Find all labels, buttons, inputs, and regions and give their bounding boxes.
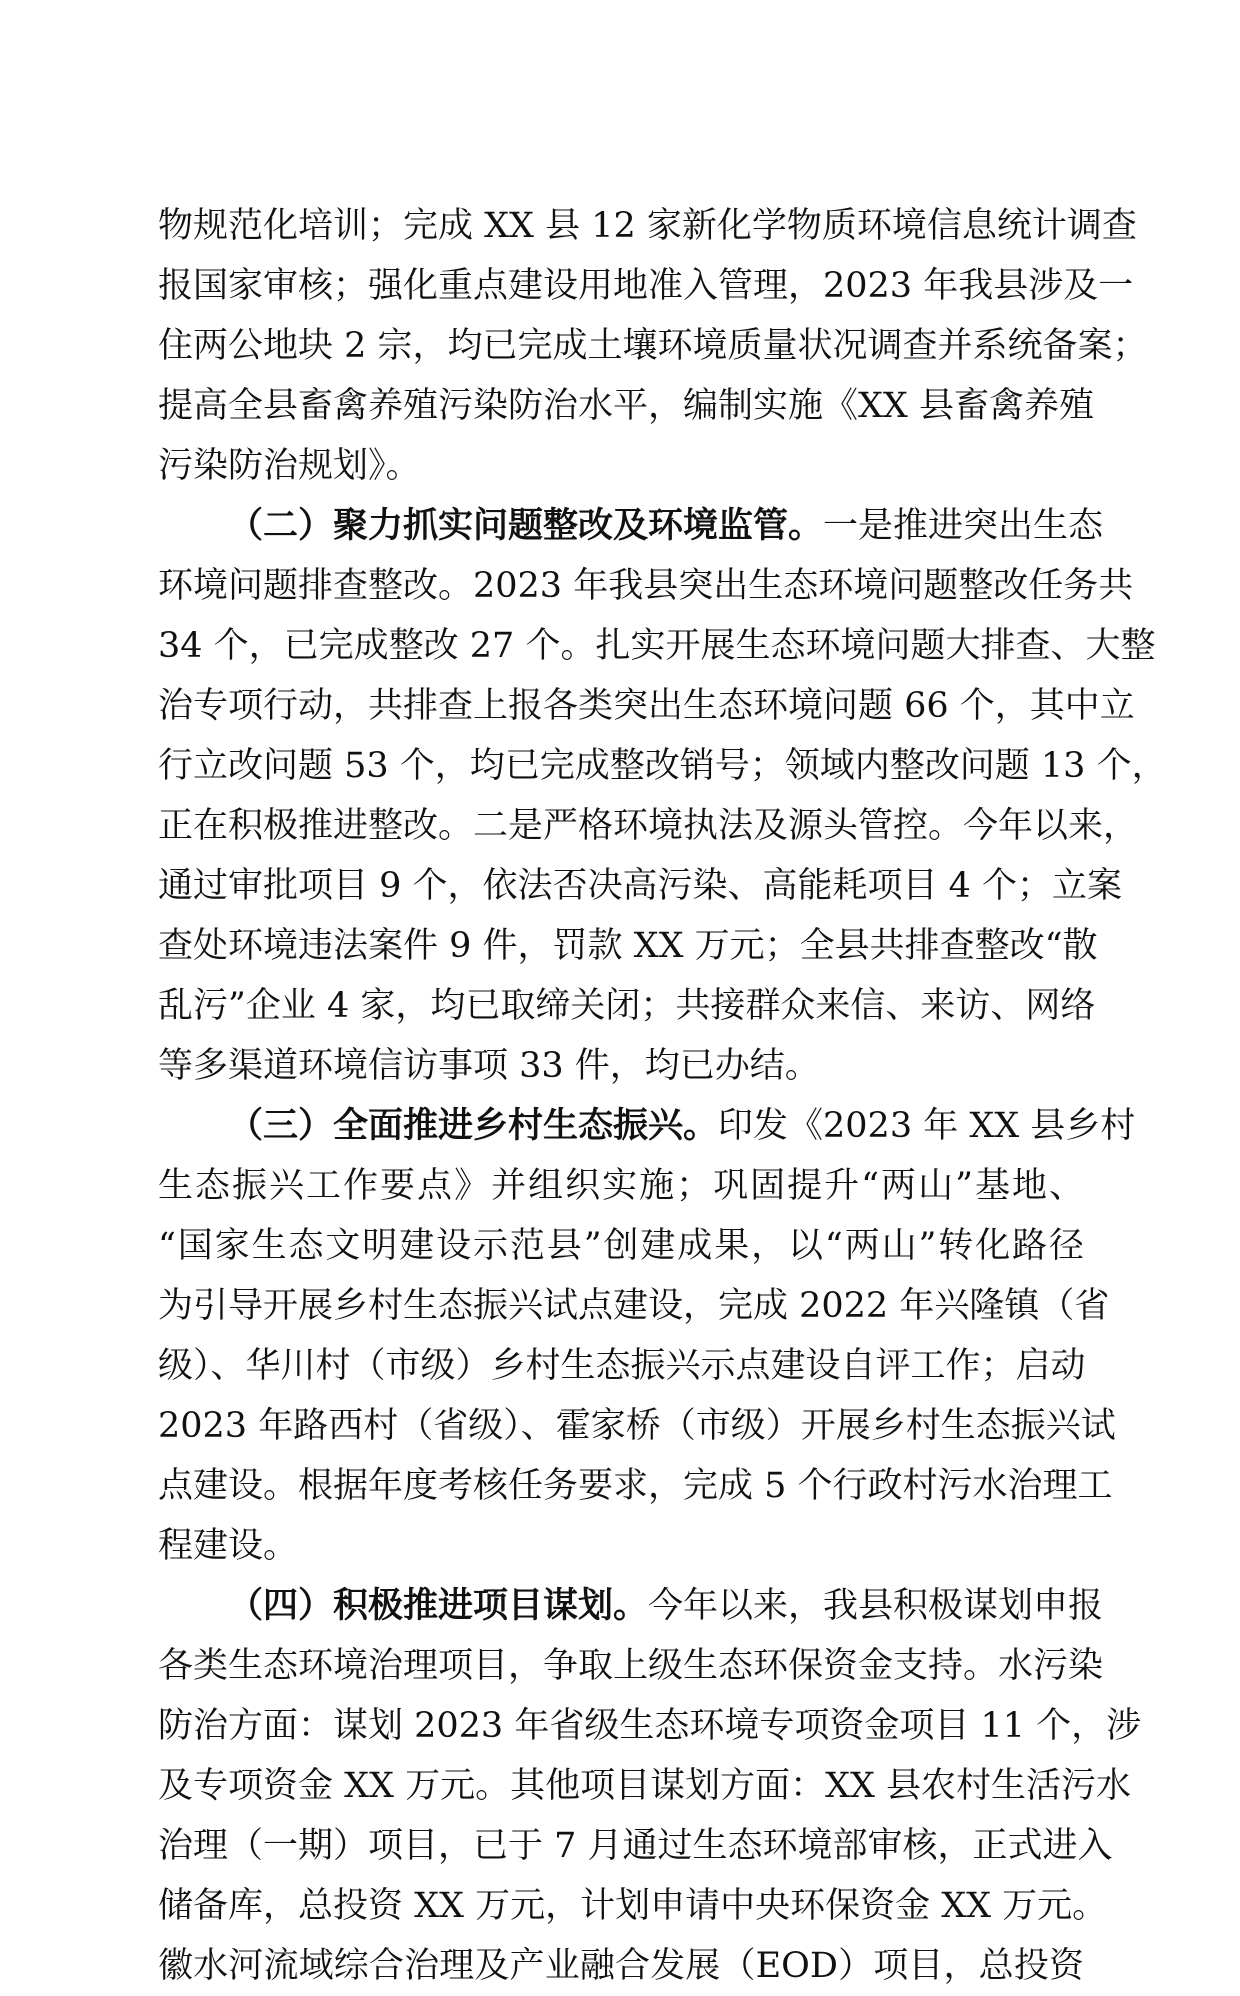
paragraph-rectification-supervision bbox=[158, 496, 1167, 1096]
text-line: 物规范化培训；完成 XX 县 12 家新化学物质环境信息统计调查 bbox=[158, 206, 1137, 246]
text-line: 各类生态环境治理项目，争取上级生态环保资金支持。水污染 bbox=[158, 1646, 1104, 1686]
paragraph-project-planning bbox=[158, 1576, 1142, 1996]
text-line: 报国家审核；强化重点建设用地准入管理，2023 年我县涉及一 bbox=[158, 266, 1134, 306]
paragraph-chemical-management bbox=[158, 196, 1148, 496]
text-line: 34 个，已完成整改 27 个。扎实开展生态环境问题大排查、大整 bbox=[158, 626, 1156, 666]
text-line: 正在积极推进整改。二是严格环境执法及源头管控。今年以来， bbox=[158, 806, 1139, 846]
section-heading: （三）全面推进乡村生态振兴。 bbox=[228, 1105, 719, 1146]
text-run: 一是推进突出生态 bbox=[823, 506, 1104, 546]
text-run: 印发《2023 年 XX 县乡村 bbox=[718, 1106, 1136, 1146]
text-line: 等多渠道环境信访事项 33 件，均已办结。 bbox=[158, 1046, 820, 1086]
paragraph-rural-ecology bbox=[158, 1096, 1136, 1576]
text-line: 环境问题排查整改。2023 年我县突出生态环境问题整改任务共 bbox=[158, 566, 1134, 606]
text-line: 污染防治规划》。 bbox=[158, 446, 421, 486]
text-line: 乱污”企业 4 家，均已取缔关闭；共接群众来信、来访、网络 bbox=[158, 986, 1096, 1026]
document-page bbox=[158, 196, 1167, 1996]
text-line: 级）、华川村（市级）乡村生态振兴示点建设自评工作；启动 bbox=[158, 1346, 1086, 1386]
text-line: 提高全县畜禽养殖污染防治水平，编制实施《XX 县畜禽养殖 bbox=[158, 386, 1094, 426]
text-line: 治理（一期）项目，已于 7 月通过生态环境部审核，正式进入 bbox=[158, 1826, 1113, 1866]
paragraph-first-line bbox=[158, 1096, 1136, 1156]
text-line: 2023 年路西村（省级）、霍家桥（市级）开展乡村生态振兴试 bbox=[158, 1406, 1116, 1446]
text-line: 程建设。 bbox=[158, 1526, 299, 1566]
text-line: 储备库，总投资 XX 万元，计划申请中央环保资金 XX 万元。 bbox=[158, 1886, 1108, 1926]
text-line: 防治方面：谋划 2023 年省级生态环境专项资金项目 11 个，涉 bbox=[158, 1706, 1142, 1746]
text-line: 行立改问题 53 个，均已完成整改销号；领域内整改问题 13 个， bbox=[158, 746, 1167, 786]
paragraph-first-line bbox=[158, 1576, 1104, 1636]
text-line: 点建设。根据年度考核任务要求，完成 5 个行政村污水治理工 bbox=[158, 1466, 1113, 1506]
text-line: 住两公地块 2 宗，均已完成土壤环境质量状况调查并系统备案； bbox=[158, 326, 1148, 366]
section-heading: （四）积极推进项目谋划。 bbox=[228, 1585, 649, 1626]
paragraph-first-line bbox=[158, 496, 1104, 556]
text-run: 今年以来，我县积极谋划申报 bbox=[648, 1586, 1104, 1626]
text-line: “国家生态文明建设示范县”创建成果，以“两山”转化路径 bbox=[158, 1226, 1084, 1266]
text-line: 生态振兴工作要点》并组织实施；巩固提升“两山”基地、 bbox=[158, 1166, 1084, 1206]
text-line: 通过审批项目 9 个，依法否决高污染、高能耗项目 4 个；立案 bbox=[158, 866, 1123, 906]
text-line: 徽水河流域综合治理及产业融合发展（EOD）项目，总投资 bbox=[158, 1946, 1084, 1986]
section-heading: （二）聚力抓实问题整改及环境监管。 bbox=[228, 505, 824, 546]
text-line: 为引导开展乡村生态振兴试点建设，完成 2022 年兴隆镇（省 bbox=[158, 1286, 1110, 1326]
text-line: 治专项行动，共排查上报各类突出生态环境问题 66 个，其中立 bbox=[158, 686, 1135, 726]
text-line: 查处环境违法案件 9 件，罚款 XX 万元；全县共排查整改“散 bbox=[158, 926, 1098, 966]
text-line: 及专项资金 XX 万元。其他项目谋划方面：XX 县农村生活污水 bbox=[158, 1766, 1132, 1806]
